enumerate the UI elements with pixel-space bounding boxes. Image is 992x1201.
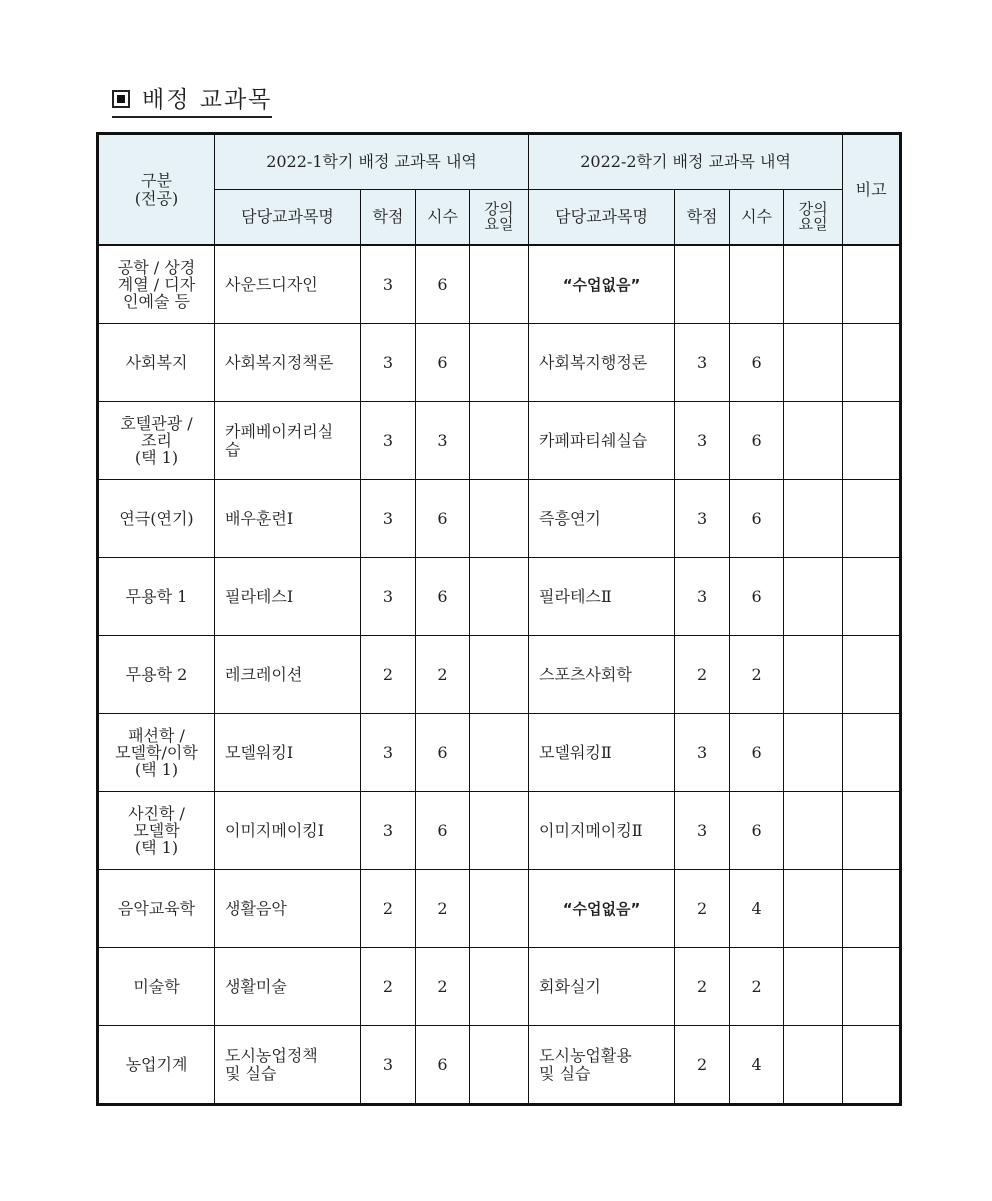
s2-hours-cell: 4	[730, 870, 784, 948]
s2-day-cell	[784, 870, 843, 948]
table-row	[98, 792, 901, 870]
remarks-cell	[843, 1026, 901, 1105]
s2-hours-cell: 2	[730, 636, 784, 714]
s2-hours-cell: 6	[730, 792, 784, 870]
table-row	[98, 480, 901, 558]
remarks-cell	[843, 402, 901, 480]
s2-credits-cell: 3	[675, 480, 730, 558]
header-s2-credits: 학점	[675, 190, 730, 246]
s1-credits-cell: 3	[361, 792, 416, 870]
s1-credits-cell: 3	[361, 714, 416, 792]
s2-credits-cell: 3	[675, 558, 730, 636]
header-s2-hours: 시수	[730, 190, 784, 246]
s1-day-cell	[470, 558, 529, 636]
table-row	[98, 245, 901, 324]
s1-day-cell	[470, 480, 529, 558]
s2-course-cell: “수업없음”	[529, 870, 675, 948]
s1-course-cell: 카페베이커리실 습	[215, 402, 361, 480]
s1-credits-cell: 2	[361, 636, 416, 714]
header-s1-course: 담당교과목명	[215, 190, 361, 246]
s1-credits-cell: 3	[361, 402, 416, 480]
category-cell: 호텔관광 / 조리 (택 1)	[98, 402, 215, 480]
table-row	[98, 1026, 901, 1105]
s1-course-cell: 생활음악	[215, 870, 361, 948]
s2-credits-cell	[675, 245, 730, 324]
s1-credits-cell: 3	[361, 558, 416, 636]
header-remarks: 비고	[843, 134, 901, 246]
s2-day-cell	[784, 792, 843, 870]
category-cell: 연극(연기)	[98, 480, 215, 558]
s2-course-cell: 스포츠사회학	[529, 636, 675, 714]
s1-credits-cell: 3	[361, 480, 416, 558]
s2-credits-cell: 3	[675, 324, 730, 402]
s1-credits-cell: 2	[361, 870, 416, 948]
remarks-cell	[843, 245, 901, 324]
s2-credits-cell: 3	[675, 714, 730, 792]
s2-day-cell	[784, 558, 843, 636]
header-s1-credits: 학점	[361, 190, 416, 246]
s2-hours-cell: 6	[730, 324, 784, 402]
remarks-cell	[843, 480, 901, 558]
s1-course-cell: 생활미술	[215, 948, 361, 1026]
s1-day-cell	[470, 870, 529, 948]
remarks-cell	[843, 948, 901, 1026]
s2-course-cell: 카페파티쉐실습	[529, 402, 675, 480]
s2-hours-cell: 6	[730, 558, 784, 636]
category-cell: 패션학 / 모델학/이학 (택 1)	[98, 714, 215, 792]
header-s1-hours: 시수	[416, 190, 470, 246]
s2-credits-cell: 2	[675, 870, 730, 948]
remarks-cell	[843, 792, 901, 870]
s1-hours-cell: 2	[416, 870, 470, 948]
s2-hours-cell: 6	[730, 402, 784, 480]
s2-day-cell	[784, 245, 843, 324]
s2-credits-cell: 2	[675, 948, 730, 1026]
category-cell: 미술학	[98, 948, 215, 1026]
s1-day-cell	[470, 324, 529, 402]
s2-hours-cell: 2	[730, 948, 784, 1026]
filled-square-icon	[112, 90, 130, 108]
s1-hours-cell: 2	[416, 948, 470, 1026]
remarks-cell	[843, 636, 901, 714]
s1-course-cell: 도시농업정책 및 실습	[215, 1026, 361, 1105]
s1-credits-cell: 3	[361, 1026, 416, 1105]
s1-hours-cell: 6	[416, 792, 470, 870]
assigned-courses-table	[96, 132, 902, 1106]
remarks-cell	[843, 324, 901, 402]
table-row	[98, 870, 901, 948]
s1-hours-cell: 6	[416, 1026, 470, 1105]
s2-day-cell	[784, 324, 843, 402]
s2-course-cell: 이미지메이킹Ⅱ	[529, 792, 675, 870]
category-cell: 무용학 2	[98, 636, 215, 714]
s2-course-cell: 회화실기	[529, 948, 675, 1026]
s1-course-cell: 사운드디자인	[215, 245, 361, 324]
s2-day-cell	[784, 636, 843, 714]
s1-day-cell	[470, 402, 529, 480]
section-title-text: 배정 교과목	[142, 87, 273, 113]
header-semester-1: 2022-1학기 배정 교과목 내역	[215, 134, 529, 190]
s1-hours-cell: 6	[416, 324, 470, 402]
category-cell: 사회복지	[98, 324, 215, 402]
s1-hours-cell: 6	[416, 245, 470, 324]
s2-hours-cell	[730, 245, 784, 324]
s2-credits-cell: 3	[675, 402, 730, 480]
s1-credits-cell: 3	[361, 245, 416, 324]
category-cell: 공학 / 상경 계열 / 디자 인예술 등	[98, 245, 215, 324]
header-s1-day: 강의 요일	[470, 190, 529, 246]
s1-hours-cell: 2	[416, 636, 470, 714]
table-row	[98, 324, 901, 402]
category-cell: 사진학 / 모델학 (택 1)	[98, 792, 215, 870]
s1-day-cell	[470, 636, 529, 714]
s2-day-cell	[784, 714, 843, 792]
s2-day-cell	[784, 948, 843, 1026]
remarks-cell	[843, 714, 901, 792]
header-s2-day: 강의 요일	[784, 190, 843, 246]
s2-course-cell: 모델워킹Ⅱ	[529, 714, 675, 792]
s1-course-cell: 필라테스Ⅰ	[215, 558, 361, 636]
header-category-label: 구분	[141, 170, 172, 190]
category-cell: 농업기계	[98, 1026, 215, 1105]
s1-course-cell: 이미지메이킹Ⅰ	[215, 792, 361, 870]
category-cell: 음악교육학	[98, 870, 215, 948]
s1-course-cell: 레크레이션	[215, 636, 361, 714]
s1-hours-cell: 6	[416, 558, 470, 636]
s1-day-cell	[470, 792, 529, 870]
s2-course-cell: 필라테스Ⅱ	[529, 558, 675, 636]
s2-credits-cell: 2	[675, 1026, 730, 1105]
s2-day-cell	[784, 480, 843, 558]
s2-credits-cell: 2	[675, 636, 730, 714]
s1-course-cell: 사회복지정책론	[215, 324, 361, 402]
remarks-cell	[843, 558, 901, 636]
s1-day-cell	[470, 245, 529, 324]
s1-course-cell: 모델워킹Ⅰ	[215, 714, 361, 792]
s1-day-cell	[470, 714, 529, 792]
s2-hours-cell: 6	[730, 714, 784, 792]
table-row	[98, 402, 901, 480]
s2-credits-cell: 3	[675, 792, 730, 870]
s1-hours-cell: 3	[416, 402, 470, 480]
section-title	[112, 86, 272, 118]
s2-course-cell: 사회복지행정론	[529, 324, 675, 402]
s2-day-cell	[784, 1026, 843, 1105]
s2-course-cell: 도시농업활용 및 실습	[529, 1026, 675, 1105]
s1-day-cell	[470, 1026, 529, 1105]
table-row	[98, 636, 901, 714]
s2-course-cell: “수업없음”	[529, 245, 675, 324]
s1-credits-cell: 3	[361, 324, 416, 402]
s1-day-cell	[470, 948, 529, 1026]
header-category	[98, 134, 215, 246]
header-semester-2: 2022-2학기 배정 교과목 내역	[529, 134, 843, 190]
s2-hours-cell: 6	[730, 480, 784, 558]
s2-course-cell: 즉흥연기	[529, 480, 675, 558]
s1-hours-cell: 6	[416, 480, 470, 558]
remarks-cell	[843, 870, 901, 948]
table-row	[98, 948, 901, 1026]
table-row	[98, 558, 901, 636]
s1-hours-cell: 6	[416, 714, 470, 792]
s2-hours-cell: 4	[730, 1026, 784, 1105]
s2-day-cell	[784, 402, 843, 480]
header-category-sub: (전공)	[134, 188, 179, 208]
category-cell: 무용학 1	[98, 558, 215, 636]
s1-course-cell: 배우훈련Ⅰ	[215, 480, 361, 558]
table-row	[98, 714, 901, 792]
header-s2-course: 담당교과목명	[529, 190, 675, 246]
s1-credits-cell: 2	[361, 948, 416, 1026]
